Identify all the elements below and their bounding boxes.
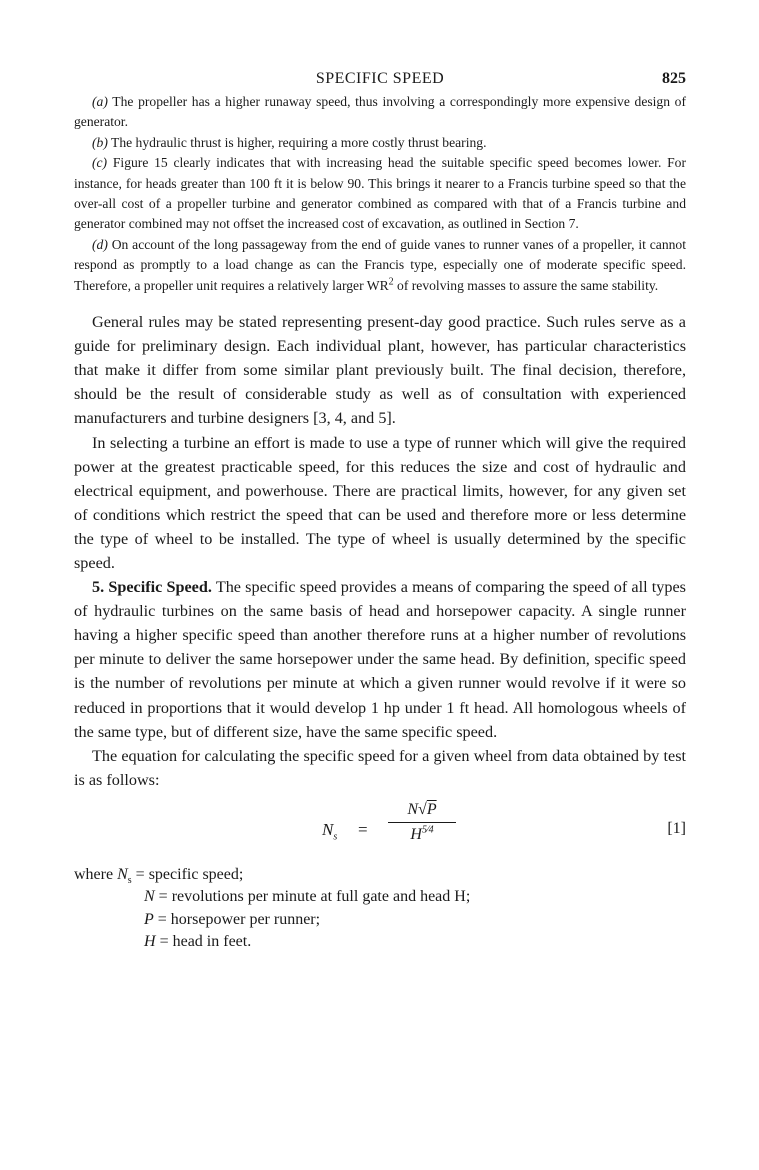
- equals-sign: =: [358, 819, 368, 839]
- numerator: [384, 798, 460, 822]
- equation-lhs-subscript: s: [333, 831, 338, 843]
- definition-meaning: = revolutions per minute at full gate and head H;: [154, 888, 471, 906]
- section-paragraph: [74, 575, 686, 744]
- definition-row: [74, 886, 686, 909]
- page-number: 825: [662, 70, 686, 87]
- definition-meaning: = specific speed;: [131, 865, 244, 883]
- numerator-n: N: [407, 800, 419, 818]
- section-heading: 5. Specific Speed.: [92, 578, 212, 597]
- body-text: [74, 310, 686, 792]
- page-header: [74, 64, 686, 92]
- list-item-label: (c): [92, 155, 108, 171]
- denominator-exponent: 5⁄4: [421, 824, 434, 836]
- list-item-label: (b): [92, 134, 108, 150]
- equation-lhs: [322, 819, 338, 843]
- fraction: [384, 798, 460, 847]
- definition-symbol: P: [144, 910, 154, 928]
- list-item: [74, 235, 686, 296]
- list-item-text: Figure 15 clearly indicates that with increasing head the suitable specific speed becomes lower. For instance, for heads greater than 100 ft it is below 90. This brings it nearer to a Francis turbine speed so that the over-all cost of a propeller turbine and generator combined as compared with that of a Francis turbine and generator combined may not offset the increased cost of excavation, as outlined in Section 7.: [74, 155, 686, 232]
- definition-prefix: where: [74, 865, 118, 883]
- list-item-text: of revolving masses to assure the same stability.: [393, 277, 659, 293]
- definition-row: [74, 931, 686, 954]
- list-item-text: The hydraulic thrust is higher, requiring a more costly thrust bearing.: [111, 134, 487, 150]
- list-item-text: On account of the long passageway from the end of guide vanes to runner vanes of a propeller, it cannot respond as promptly to a load change as can the Francis type, especially one of moderate specific speed. Therefore, a propeller unit requires a relatively larger WR: [74, 236, 686, 293]
- running-head: SPECIFIC SPEED: [315, 70, 445, 87]
- equation: [322, 798, 482, 858]
- paragraph: General rules may be stated representing present-day good practice. Such rules serve as a guide for preliminary design. Each individual plant, however, has particular characteristics that make it differ from some similar plant previously built. The final decision, therefore, should be the result of considerable study as well as of consultation with experienced manufacturers and turbine designers [3, 4, and 5].: [74, 313, 686, 428]
- list-item: [74, 92, 686, 133]
- denominator: [384, 823, 460, 847]
- definitions: [74, 864, 686, 954]
- definition-symbol: H: [144, 933, 156, 951]
- equation-lhs-symbol: N: [322, 819, 334, 839]
- definition-symbol: N: [144, 888, 155, 906]
- list-item-label: (d): [92, 236, 108, 252]
- definition-row: [74, 864, 686, 887]
- denominator-h: H: [410, 825, 422, 843]
- section-text: The specific speed provides a means of comparing the speed of all types of hydraulic turbines on the same basis of head and horsepower capacity. A single runner having a higher specific speed than another therefore runs at a higher number of revolutions per minute to deliver the same horsepower under the same head. By definition, specific speed is the number of revolutions per minute at which a given runner would revolve if it were so reduced in proportions that it would develop 1 hp under 1 ft head. All homologous wheels of the same type, but of different size, have the same specific speed.: [74, 578, 686, 741]
- numerator-p: P: [426, 800, 437, 818]
- equation-block: [74, 798, 686, 864]
- definition-subscript: s: [127, 875, 132, 887]
- page: [74, 64, 686, 954]
- sqrt-symbol: √: [418, 800, 427, 818]
- list-item-label: (a): [92, 94, 108, 109]
- definition-meaning: = horsepower per runner;: [153, 910, 321, 928]
- definition-symbol: N: [117, 865, 128, 883]
- equation-number: [1]: [667, 819, 686, 837]
- list-item-text: The propeller has a higher runaway speed, thus involving a correspondingly more expensive design of generator.: [74, 94, 686, 130]
- definition-row: [74, 909, 686, 932]
- disadvantages-list: [74, 92, 686, 296]
- paragraph: In selecting a turbine an effort is made to use a type of runner which will give the required power at the greatest practicable speed, for this reduces the size and cost of hydraulic and electrical equipment, and powerhouse. There are practical limits, however, for any given set of conditions which restrict the speed that can be used and therefore more or less determine the type of wheel to be installed. The type of wheel is usually determined by the specific speed.: [74, 433, 686, 572]
- superscript: 2: [388, 276, 394, 288]
- definition-meaning: = head in feet.: [155, 933, 252, 951]
- equation-intro: The equation for calculating the specific speed for a given wheel from data obtained by test is as follows:: [74, 746, 686, 789]
- list-item: [74, 133, 686, 153]
- list-item: [74, 153, 686, 235]
